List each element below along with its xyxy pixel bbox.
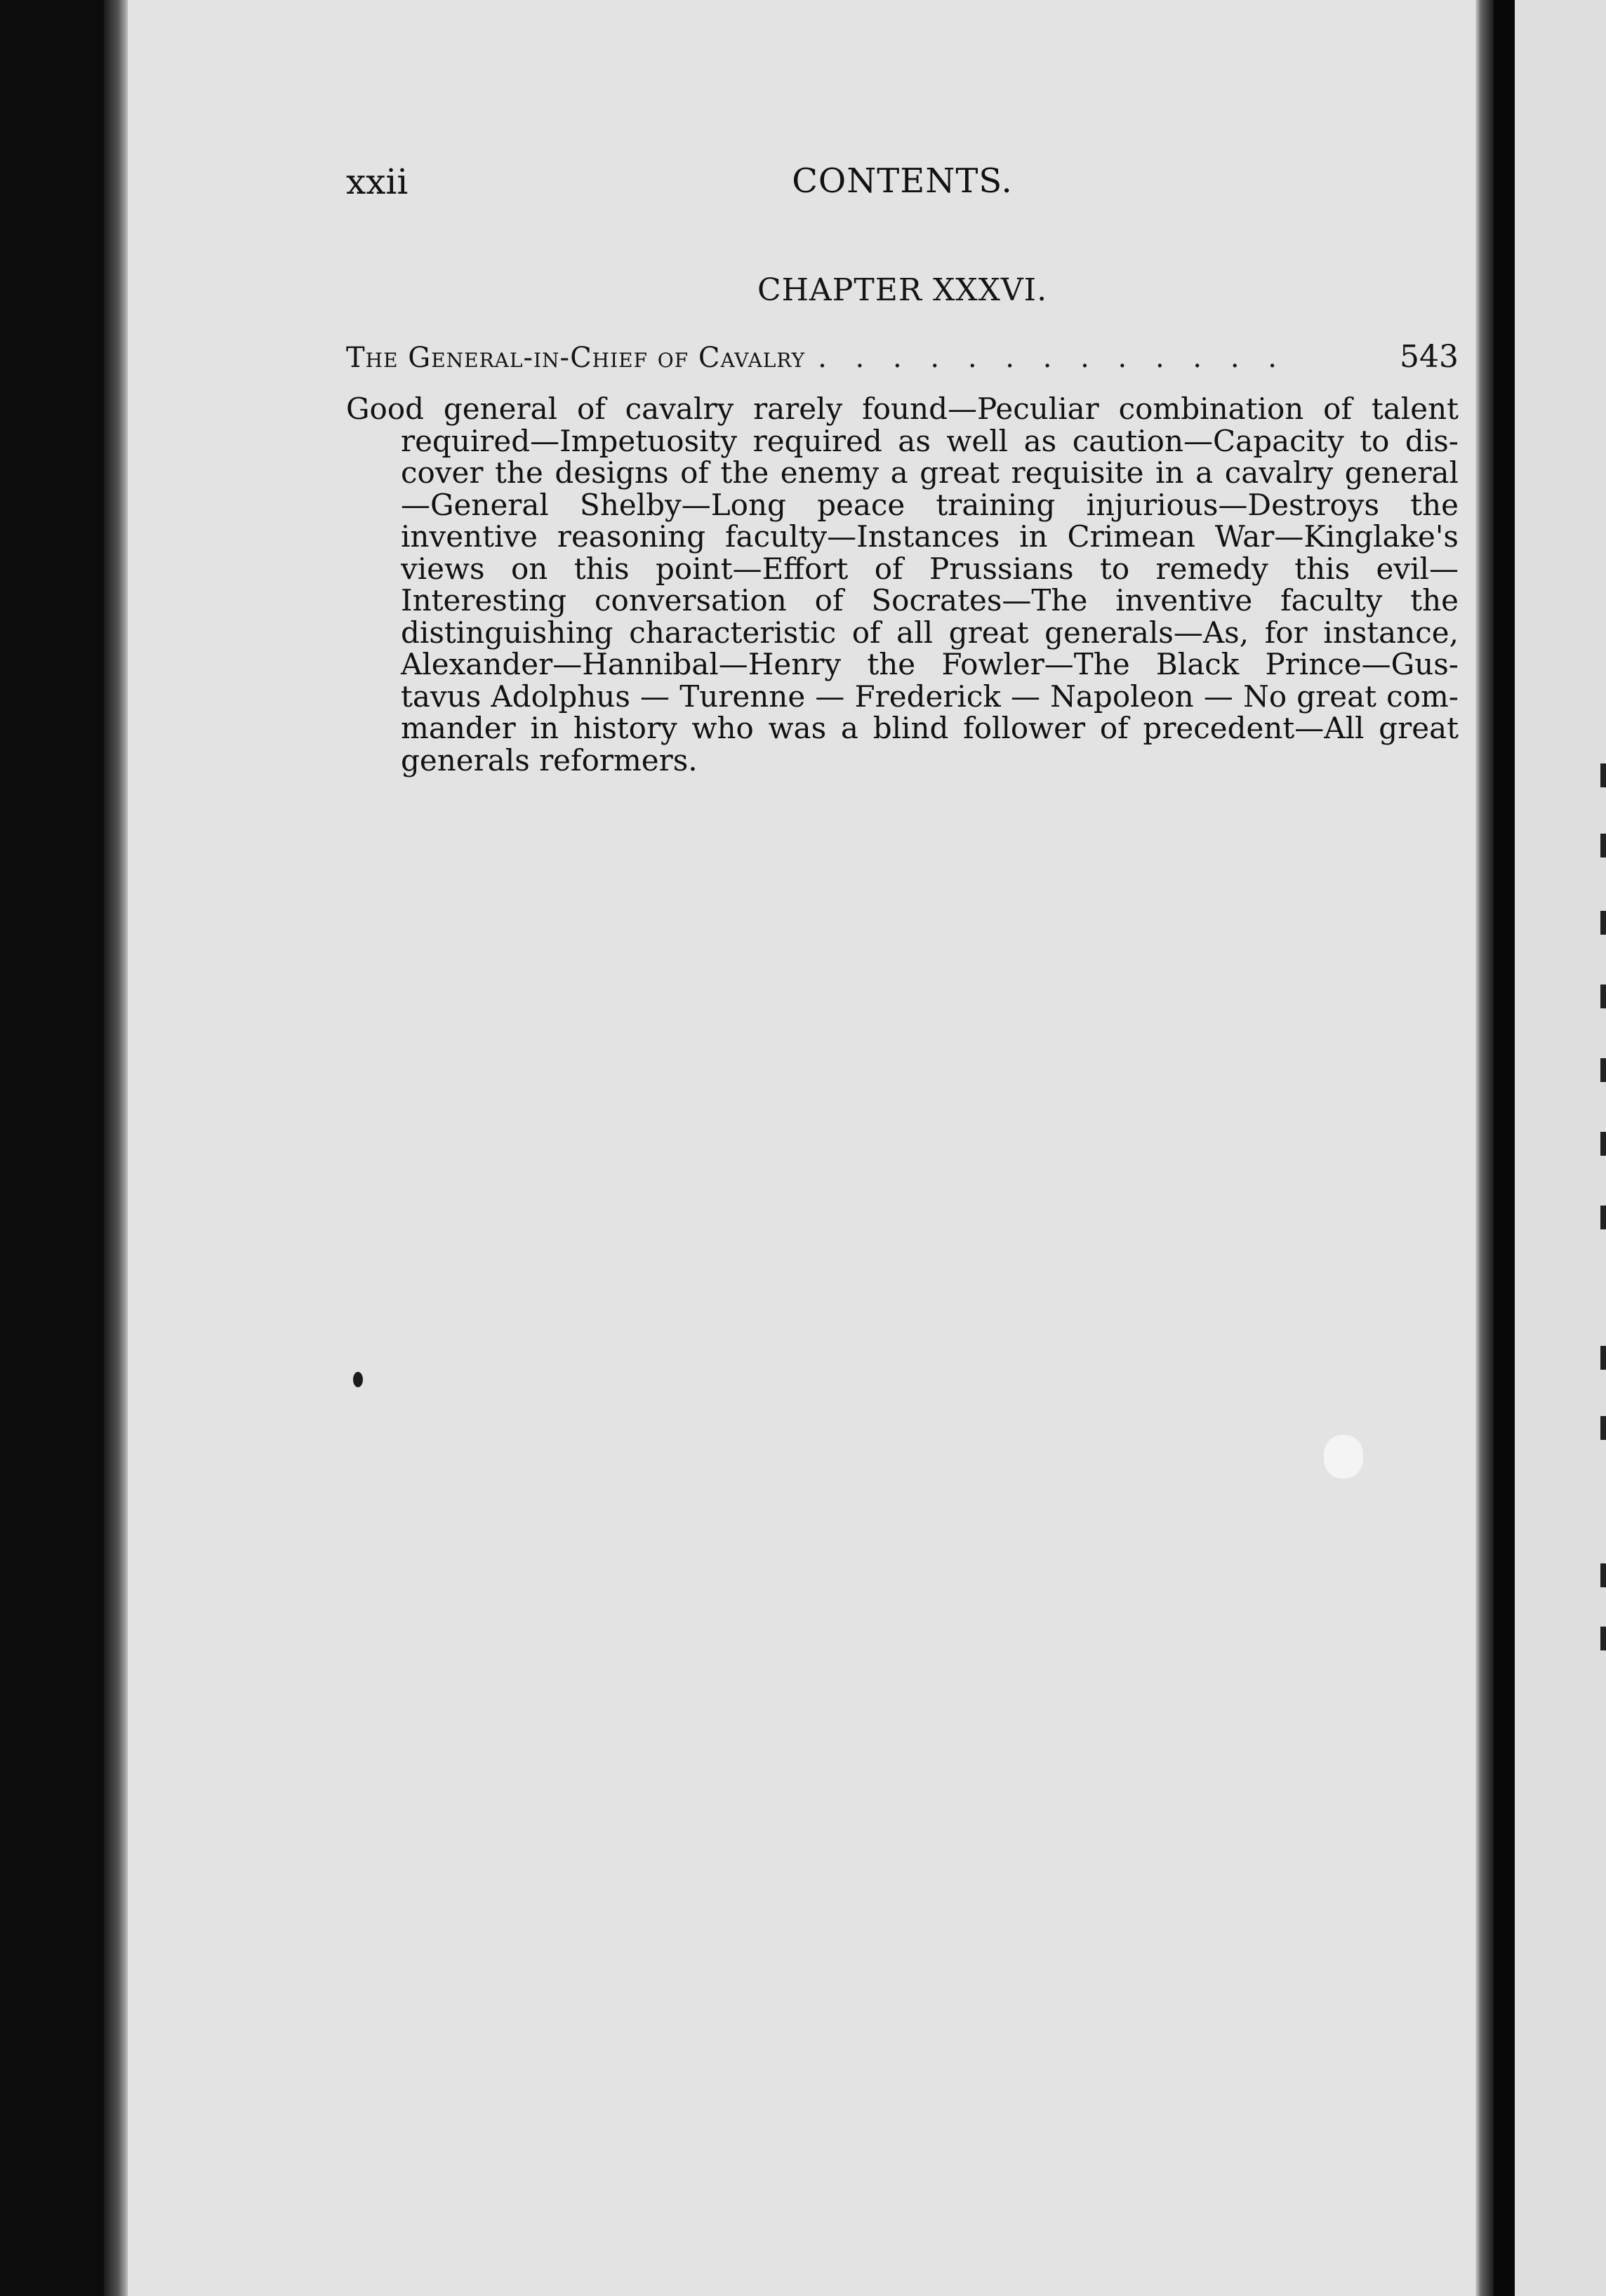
chapter-synopsis — [346, 393, 1459, 776]
synopsis-line: required—Impetuosity required as well as caution—Capacity to dis- — [401, 423, 1459, 458]
adjacent-page-text-fragment — [1600, 1132, 1606, 1156]
toc-entry — [346, 339, 1459, 381]
synopsis-line: —General Shelby—Long peace training injurious—Destroys the — [401, 487, 1459, 522]
synopsis-line: generals reformers. — [401, 742, 698, 777]
book-page — [104, 0, 1494, 2296]
synopsis-line: views on this point—Effort of Prussians to remedy this evil— — [401, 551, 1459, 586]
adjacent-page-text-fragment — [1600, 763, 1606, 787]
page-header — [346, 147, 1459, 211]
adjacent-page-text-fragment — [1600, 1627, 1606, 1650]
synopsis-line: Interesting conversation of Socrates—The inventive faculty the — [401, 583, 1459, 618]
toc-dot-leader: . . . . . . . . . . . . . — [818, 342, 1287, 374]
synopsis-line: Alexander—Hannibal—Henry the Fowler—The Black Prince—Gus- — [401, 647, 1459, 681]
page-right-edge — [1475, 0, 1494, 2296]
adjacent-page-text-fragment — [1600, 911, 1606, 935]
page-folio: xxii — [346, 161, 409, 202]
adjacent-page-text-fragment — [1600, 1416, 1606, 1440]
paper-blemish — [1324, 1435, 1363, 1479]
adjacent-page-text-fragment — [1600, 985, 1606, 1008]
binding-gutter — [1494, 0, 1515, 2296]
toc-page-number: 543 — [1400, 339, 1459, 375]
running-head: CONTENTS. — [792, 161, 1013, 201]
synopsis-line: tavus Adolphus — Turenne — Frederick — Napoleon — No great com- — [401, 679, 1459, 714]
toc-entry-title: The General-in-Chief of Cavalry — [346, 342, 806, 374]
adjacent-page-text-fragment — [1600, 1058, 1606, 1082]
chapter-heading: CHAPTER XXXVI. — [757, 272, 1048, 308]
page-left-edge — [104, 0, 128, 2296]
adjacent-page-text-fragment — [1600, 1346, 1606, 1370]
adjacent-page-edge — [1515, 0, 1606, 2296]
synopsis-line: Good general of cavalry rarely found—Peculiar combination of talent — [346, 392, 1459, 426]
adjacent-page-text-fragment — [1600, 1563, 1606, 1587]
synopsis-line: distinguishing characteristic of all great generals—As, for instance, — [401, 615, 1459, 650]
adjacent-page-text-fragment — [1600, 1206, 1606, 1229]
adjacent-page-text-fragment — [1600, 834, 1606, 857]
synopsis-line: inventive reasoning faculty—Instances in Crimean War—Kinglake's — [401, 519, 1459, 554]
synopsis-line: mander in history who was a blind follower of precedent—All great — [401, 711, 1459, 745]
synopsis-line: cover the designs of the enemy a great requisite in a cavalry general — [401, 455, 1459, 490]
ink-speck — [353, 1372, 363, 1387]
